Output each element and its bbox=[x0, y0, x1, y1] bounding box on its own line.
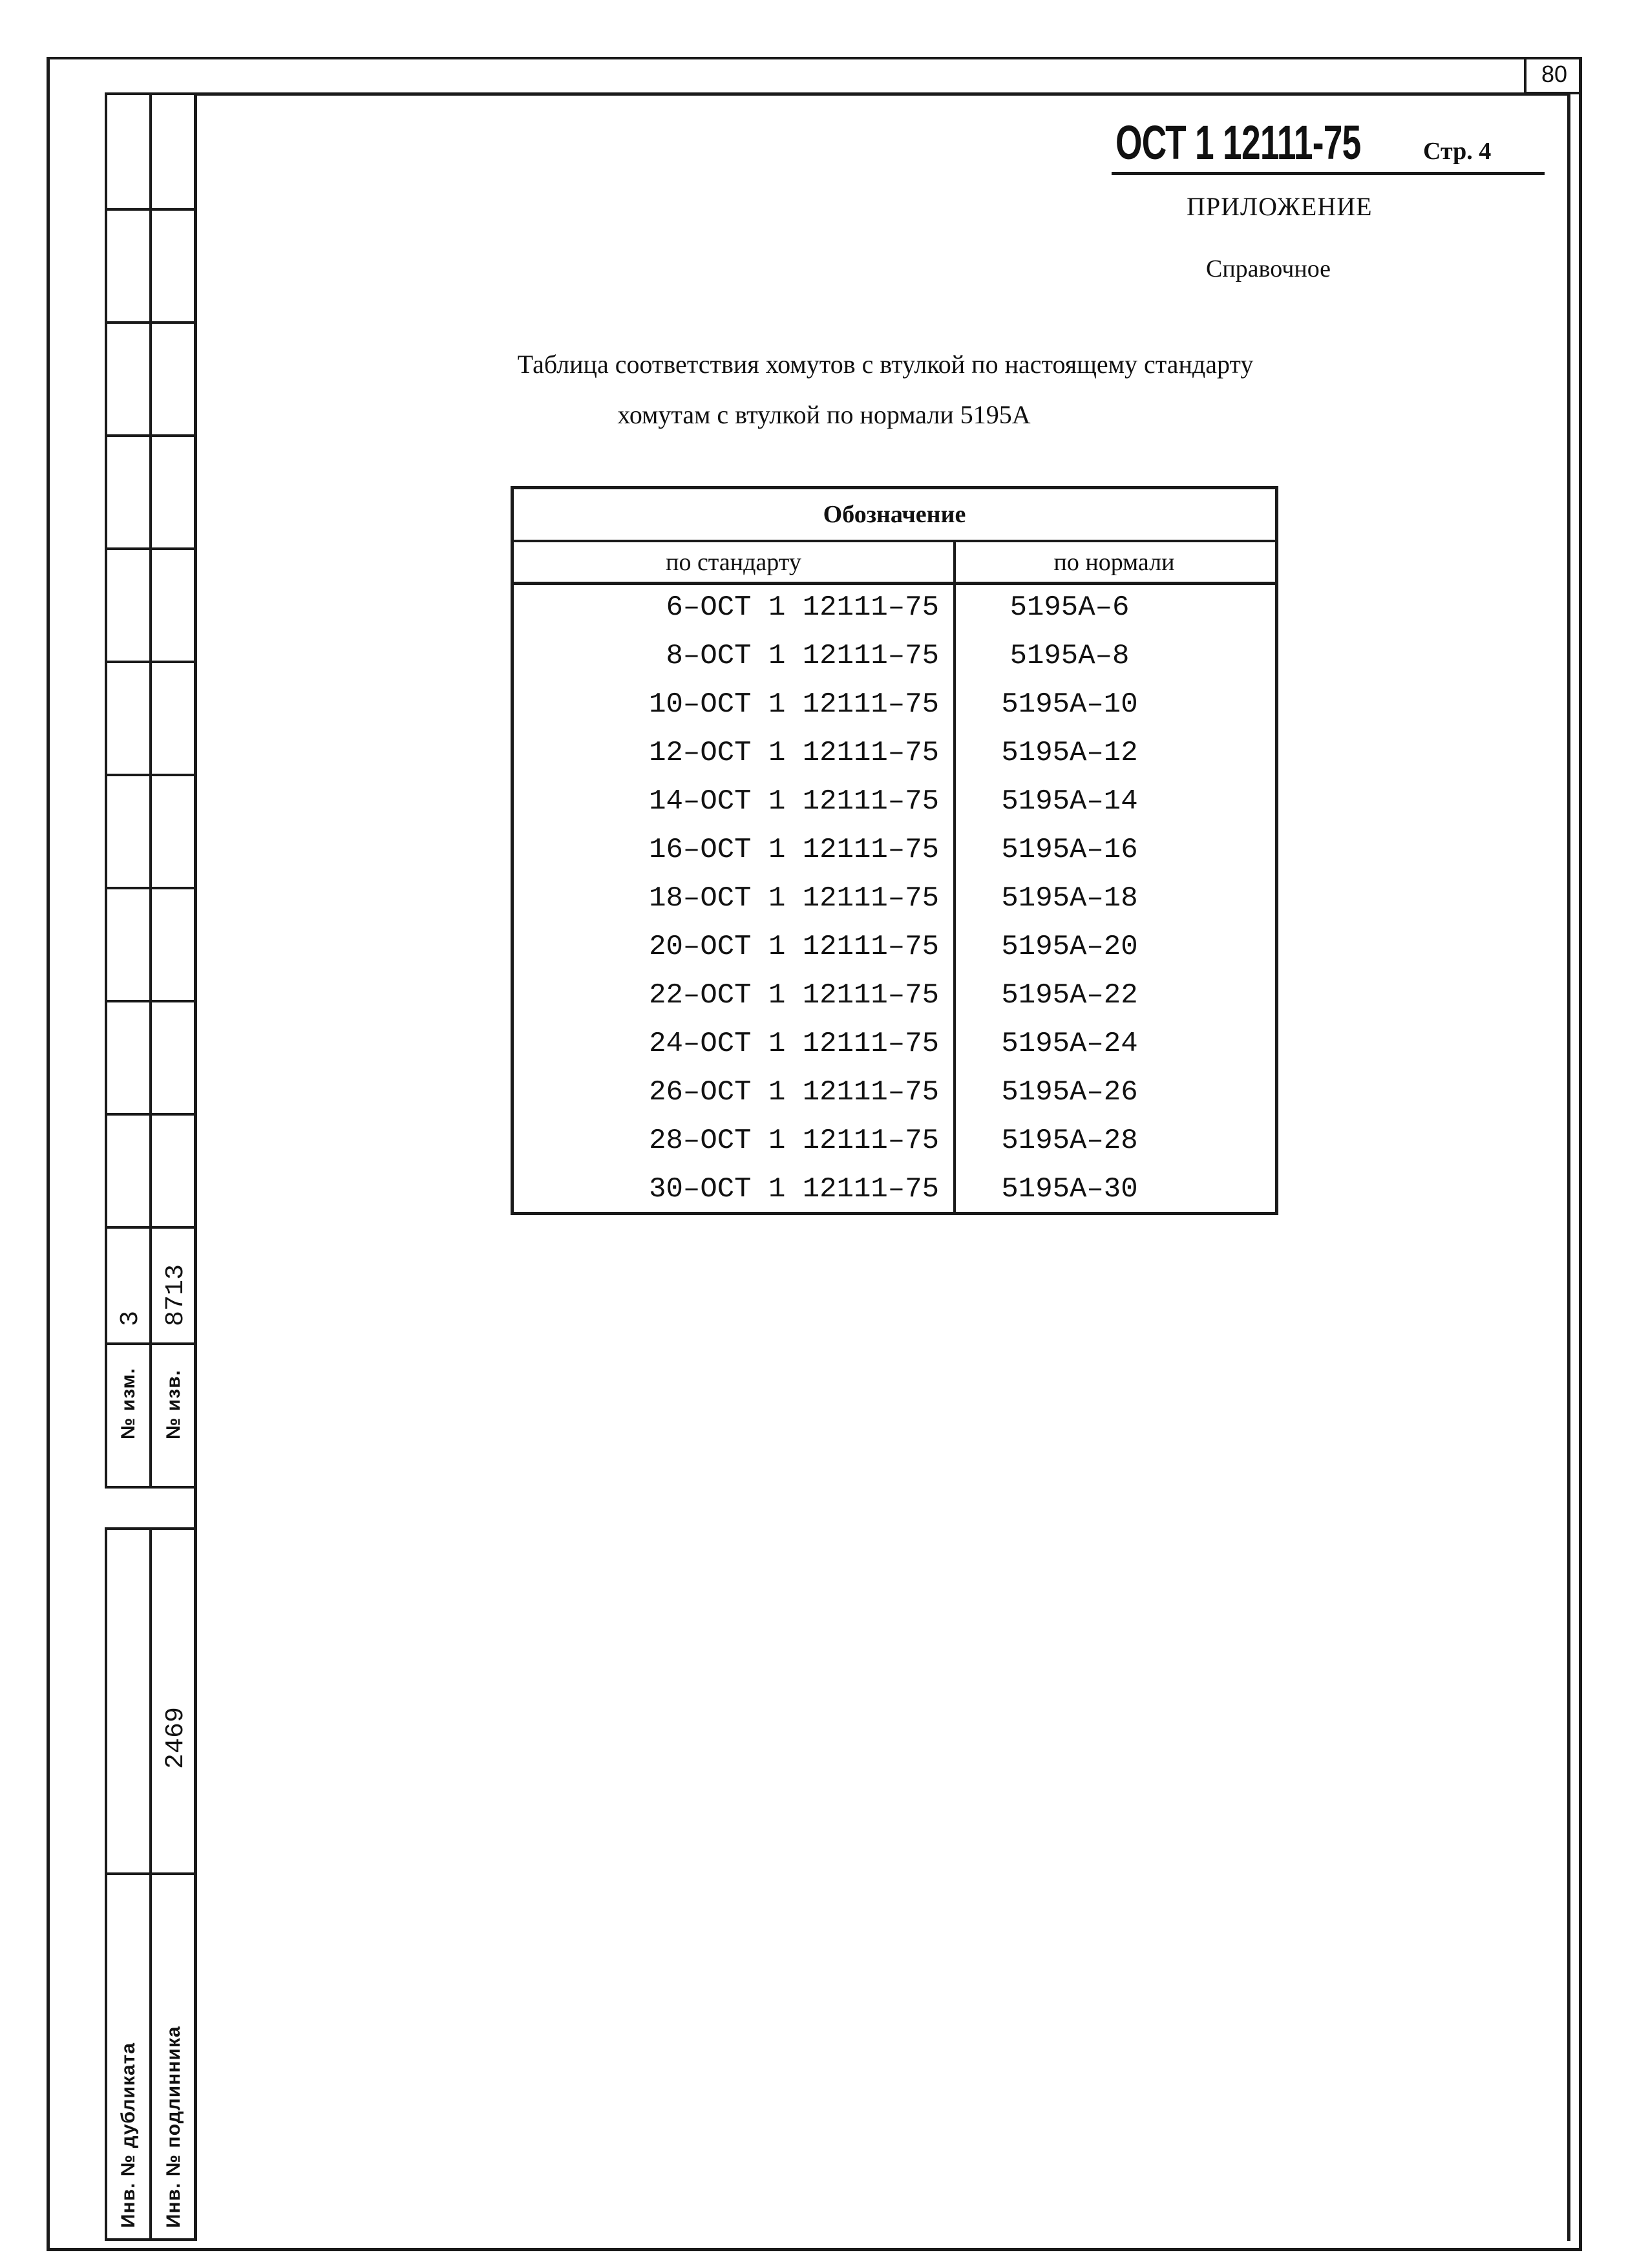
norm-designation-cell: 5195А–16 bbox=[1001, 834, 1138, 866]
norm-designation-cell: 5195А–26 bbox=[1001, 1076, 1138, 1108]
norm-designation-cell: 5195А–30 bbox=[1001, 1173, 1138, 1205]
table-row bbox=[514, 586, 1275, 635]
norm-designation-cell: 5195А–24 bbox=[1001, 1028, 1138, 1060]
table-caption-line-2: хомутам с втулкой по нормали 5195А bbox=[617, 400, 1031, 429]
standard-designation-cell: 16–ОСТ 1 12111–75 bbox=[649, 834, 939, 866]
table-row bbox=[514, 732, 1275, 780]
table-row bbox=[514, 926, 1275, 974]
notice-number-value: 8713 bbox=[162, 1264, 191, 1326]
change-number-label: № изм. bbox=[118, 1368, 139, 1439]
standard-designation-cell: 20–ОСТ 1 12111–75 bbox=[649, 931, 939, 963]
table-row bbox=[514, 683, 1275, 732]
correspondence-table bbox=[511, 486, 1278, 1215]
table-row bbox=[514, 1168, 1275, 1216]
column-header-standard: по стандарту bbox=[514, 542, 953, 585]
standard-designation-cell: 18–ОСТ 1 12111–75 bbox=[649, 882, 939, 915]
norm-designation-cell: 5195А–14 bbox=[1001, 785, 1138, 818]
table-body bbox=[514, 586, 1275, 1216]
table-row bbox=[514, 635, 1275, 683]
norm-designation-cell: 5195А–18 bbox=[1001, 882, 1138, 915]
original-inventory-value: 2469 bbox=[162, 1706, 191, 1769]
standard-designation-cell: 10–ОСТ 1 12111–75 bbox=[649, 688, 939, 721]
norm-designation-cell: 5195А–8 bbox=[1009, 640, 1130, 672]
standard-designation-cell: 26–ОСТ 1 12111–75 bbox=[649, 1076, 939, 1108]
norm-designation-cell: 5195А–22 bbox=[1001, 979, 1138, 1012]
norm-designation-cell: 5195А–6 bbox=[1009, 591, 1130, 624]
revision-stamp bbox=[105, 92, 197, 1489]
table-row bbox=[514, 1023, 1275, 1071]
change-number-value: 3 bbox=[116, 1310, 145, 1326]
standard-designation-cell: 30–ОСТ 1 12111–75 bbox=[649, 1173, 939, 1205]
norm-designation-cell: 5195А–20 bbox=[1001, 931, 1138, 963]
page-label: Стр. 4 bbox=[1423, 138, 1492, 165]
table-row bbox=[514, 974, 1275, 1023]
table-row bbox=[514, 829, 1275, 877]
appendix-type: Справочное bbox=[1206, 255, 1331, 282]
sheet-number: 80 bbox=[1524, 57, 1582, 94]
standard-designation-cell: 28–ОСТ 1 12111–75 bbox=[649, 1125, 939, 1157]
norm-designation-cell: 5195А–10 bbox=[1001, 688, 1138, 721]
standard-designation-cell: 14–ОСТ 1 12111–75 bbox=[649, 785, 939, 818]
table-row bbox=[514, 877, 1275, 926]
standard-designation-cell: 8–ОСТ 1 12111–75 bbox=[666, 640, 939, 672]
header-rule bbox=[1112, 172, 1545, 175]
standard-designation: ОСТ 1 12111-75 bbox=[1115, 116, 1361, 169]
original-inventory-label: Инв. № подлинника bbox=[163, 2026, 184, 2228]
table-row bbox=[514, 1119, 1275, 1168]
norm-designation-cell: 5195А–12 bbox=[1001, 737, 1138, 769]
table-header-designation: Обозначение bbox=[514, 489, 1275, 542]
column-header-norm: по нормали bbox=[953, 542, 1275, 585]
standard-designation-cell: 22–ОСТ 1 12111–75 bbox=[649, 979, 939, 1012]
notice-number-label: № изв. bbox=[163, 1370, 184, 1439]
table-row bbox=[514, 780, 1275, 829]
inventory-stamp bbox=[105, 1527, 197, 2241]
standard-designation-cell: 6–ОСТ 1 12111–75 bbox=[666, 591, 939, 624]
norm-designation-cell: 5195А–28 bbox=[1001, 1125, 1138, 1157]
duplicate-inventory-label: Инв. № дубликата bbox=[118, 2042, 139, 2228]
table-caption-line-1: Таблица соответствия хомутов с втулкой по настоящему стандарту bbox=[517, 350, 1254, 379]
standard-designation-cell: 12–ОСТ 1 12111–75 bbox=[649, 737, 939, 769]
standard-designation-cell: 24–ОСТ 1 12111–75 bbox=[649, 1028, 939, 1060]
appendix-title: ПРИЛОЖЕНИЕ bbox=[1187, 192, 1373, 221]
table-row bbox=[514, 1071, 1275, 1119]
